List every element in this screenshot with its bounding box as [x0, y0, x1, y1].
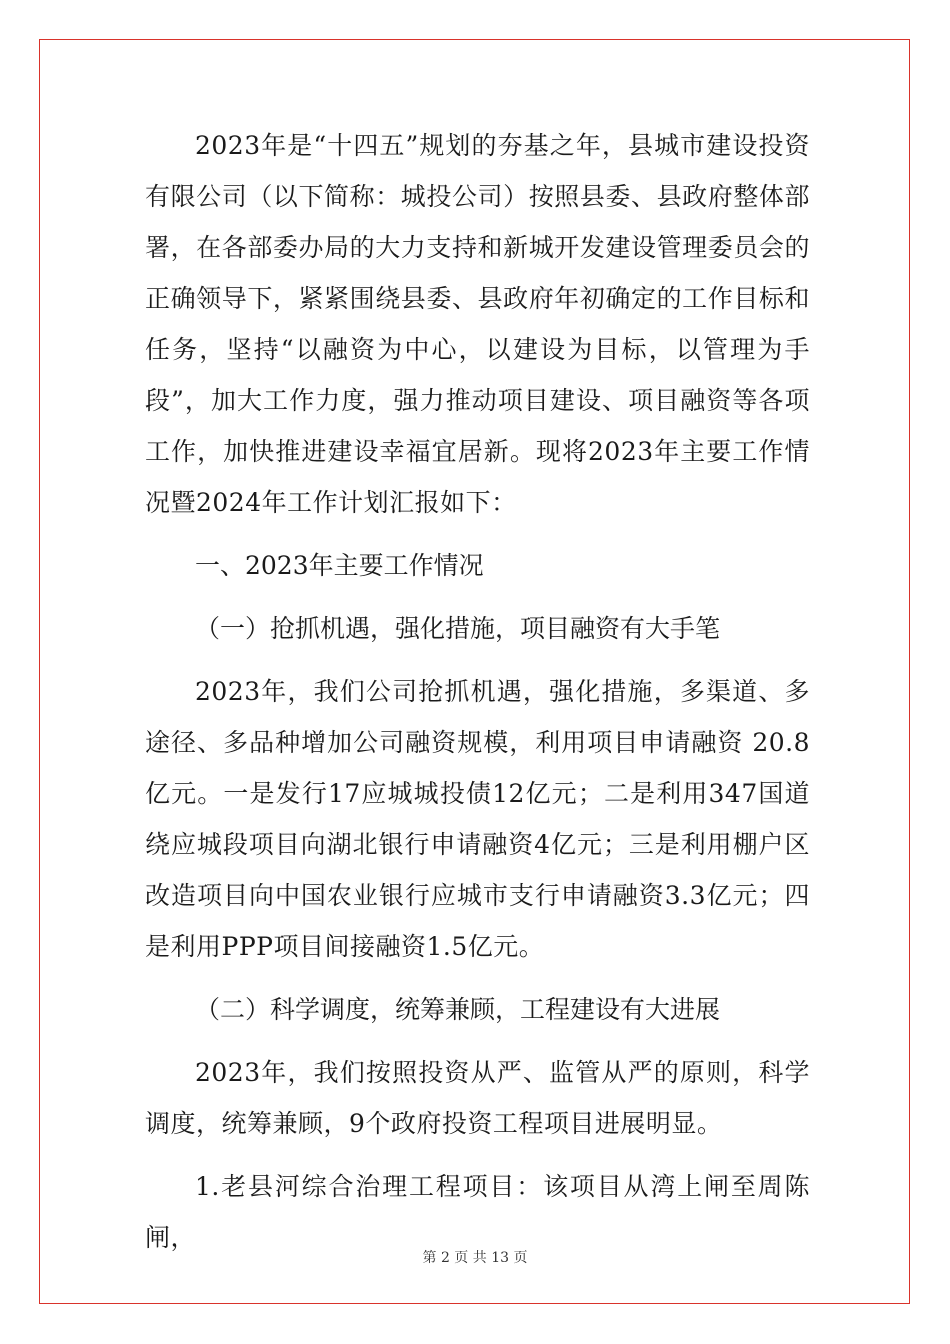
spacer: [145, 972, 810, 984]
spacer: [145, 1149, 810, 1161]
page-number: 第 2 页 共 13 页: [422, 1250, 528, 1266]
financing-paragraph: 2023年，我们公司抢抓机遇，强化措施，多渠道、多途径、多品种增加公司融资规模，利用项目申请融资 20.8 亿元。一是发行17应城城投债12亿元；二是利用347国道绕应城段项目向湖北银行申请融资4亿元；三是利用棚户区改造项目向中国农业银行应城市支行申请融资3.3亿元；四是利用PPP项目间接融资1.5亿元。: [145, 677, 810, 961]
subsection-heading-2: （二）科学调度，统筹兼顾，工程建设有大进展: [195, 995, 721, 1024]
spacer: [145, 528, 810, 540]
spacer: [145, 1035, 810, 1047]
intro-paragraph: 2023年是“十四五”规划的夯基之年，县城市建设投资有限公司（以下简称：城投公司）按照县委、县政府整体部署，在各部委办局的大力支持和新城开发建设管理委员会的正确领导下，紧紧围绕县委、县政府年初确定的工作目标和任务，坚持“以融资为中心，以建设为目标，以管理为手段”，加大工作力度，强力推动项目建设、项目融资等各项工作，加快推进建设幸福宜居新。现将2023年主要工作情况暨2024年工作计划汇报如下：: [145, 131, 810, 517]
project-item-paragraph: 1.老县河综合治理工程项目：该项目从湾上闸至周陈闸，: [145, 1172, 810, 1252]
construction-paragraph: 2023年，我们按照投资从严、监管从严的原则，科学调度，统筹兼顾，9个政府投资工程项目进展明显。: [145, 1058, 810, 1138]
section-heading: 一、2023年主要工作情况: [195, 551, 484, 580]
document-body: [145, 120, 810, 1263]
spacer: [145, 654, 810, 666]
subsection-heading-1: （一）抢抓机遇，强化措施，项目融资有大手笔: [195, 614, 721, 643]
spacer: [145, 591, 810, 603]
